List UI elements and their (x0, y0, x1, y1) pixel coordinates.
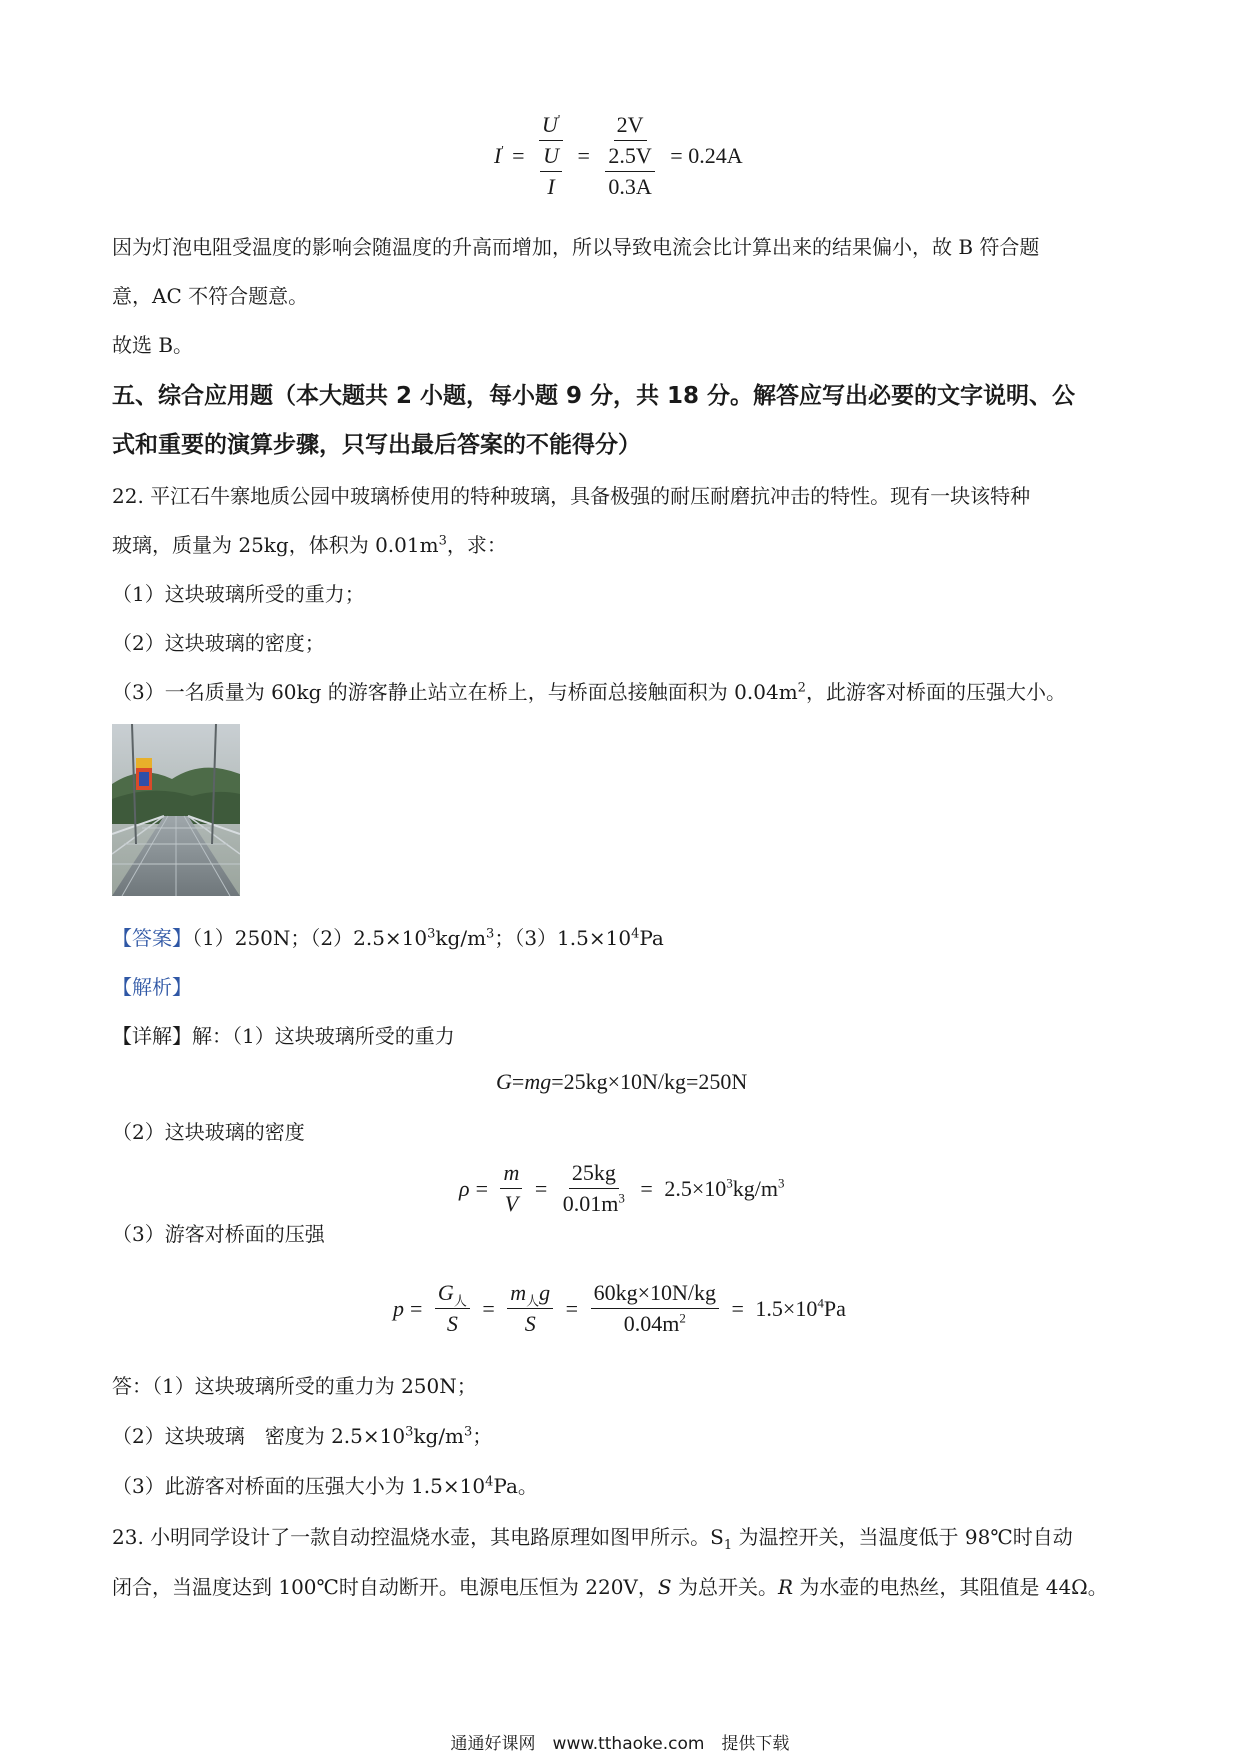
question-22-text: 22. 平江石牛寨地质公园中玻璃桥使用的特种玻璃，具备极强的耐压耐磨抗冲击的特性。现有一块该特种 (112, 484, 1031, 508)
glass-bridge-photo (112, 724, 240, 896)
paragraph: 意，AC 不符合题意。 (112, 284, 309, 308)
question-22-sub1: （1）这块玻璃所受的重力； (112, 582, 365, 606)
question-22-sub3: （3）一名质量为 60kg 的游客静止站立在桥上，与桥面总接触面积为 $0.04m^2$，此游客对桥面的压强大小。 (112, 680, 1066, 704)
current-formula: I' = $\frac{U'}{\frac{U}{I}}$ = $\frac{2V}{\frac{2.5V}{0.3A}}$ = 0.24A (494, 111, 743, 199)
question-22-sub2: （2）这块玻璃的密度； (112, 631, 325, 655)
question-23-text: 23. 小明同学设计了一款自动控温烧水壶，其电路原理如图甲所示。$S_1$ 为温控开关，当温度低于 98℃时自动 (112, 1525, 1073, 1553)
paragraph: 因为灯泡电阻受温度的影响会随温度的升高而增加，所以导致电流会比计算出来的结果偏小，故 B 符合题 (112, 235, 1040, 259)
section-heading: 式和重要的演算步骤，只写出最后答案的不能得分） (112, 432, 641, 458)
step-2-label: （2）这块玻璃的密度 (112, 1120, 305, 1144)
detail-line: 【详解】解：（1）这块玻璃所受的重力 (112, 1024, 455, 1048)
section-heading: 五、综合应用题（本大题共 2 小题，每小题 9 分，共 18 分。解答应写出必要的文字说明、公 (112, 383, 1076, 409)
page-footer: 通通好课网 www.tthaoke.com 提供下载 (450, 1734, 790, 1754)
pressure-formula: p = $\frac{G_人}{S}$ = $\frac{m_人g}{S}$ = $\frac{60kg\times 10N/kg}{0.04m^2}$ = $1.5\times 10^4Pa$ (393, 1280, 846, 1336)
question-22-text: 玻璃，质量为 25kg，体积为 $0.01m^3$，求： (112, 533, 507, 557)
paragraph: 故选 B。 (112, 333, 194, 357)
answer-summary-2: （2）这块玻璃 密度为 $2.5\times 10^3kg/m^3$； (112, 1424, 493, 1448)
answer-summary-3: （3）此游客对桥面的压强大小为 $1.5\times 10^4Pa$。 (112, 1474, 538, 1498)
answer-summary-1: 答：（1）这块玻璃所受的重力为 250N； (112, 1374, 477, 1398)
gravity-formula: G=mg=25kg×10N/kg=250N (496, 1069, 748, 1094)
answer-line: 【答案】（1）250N；$(2)2.5\times 10^3kg/m^3$；$(3)1.5\times 10^4Pa$ (112, 926, 664, 950)
step-3-label: （3）游客对桥面的压强 (112, 1222, 325, 1246)
question-23-text: 闭合，当温度达到 100℃时自动断开。电源电压恒为 220V，S 为总开关。R 为水壶的电热丝，其阻值是 44Ω。 (112, 1575, 1108, 1599)
density-formula: ρ = $\frac{m}{V}$ = $\frac{25kg}{0.01m^3}$ = $2.5\times 10^3kg/m^3$ (459, 1160, 785, 1216)
analysis-label: 【解析】 (112, 975, 192, 999)
